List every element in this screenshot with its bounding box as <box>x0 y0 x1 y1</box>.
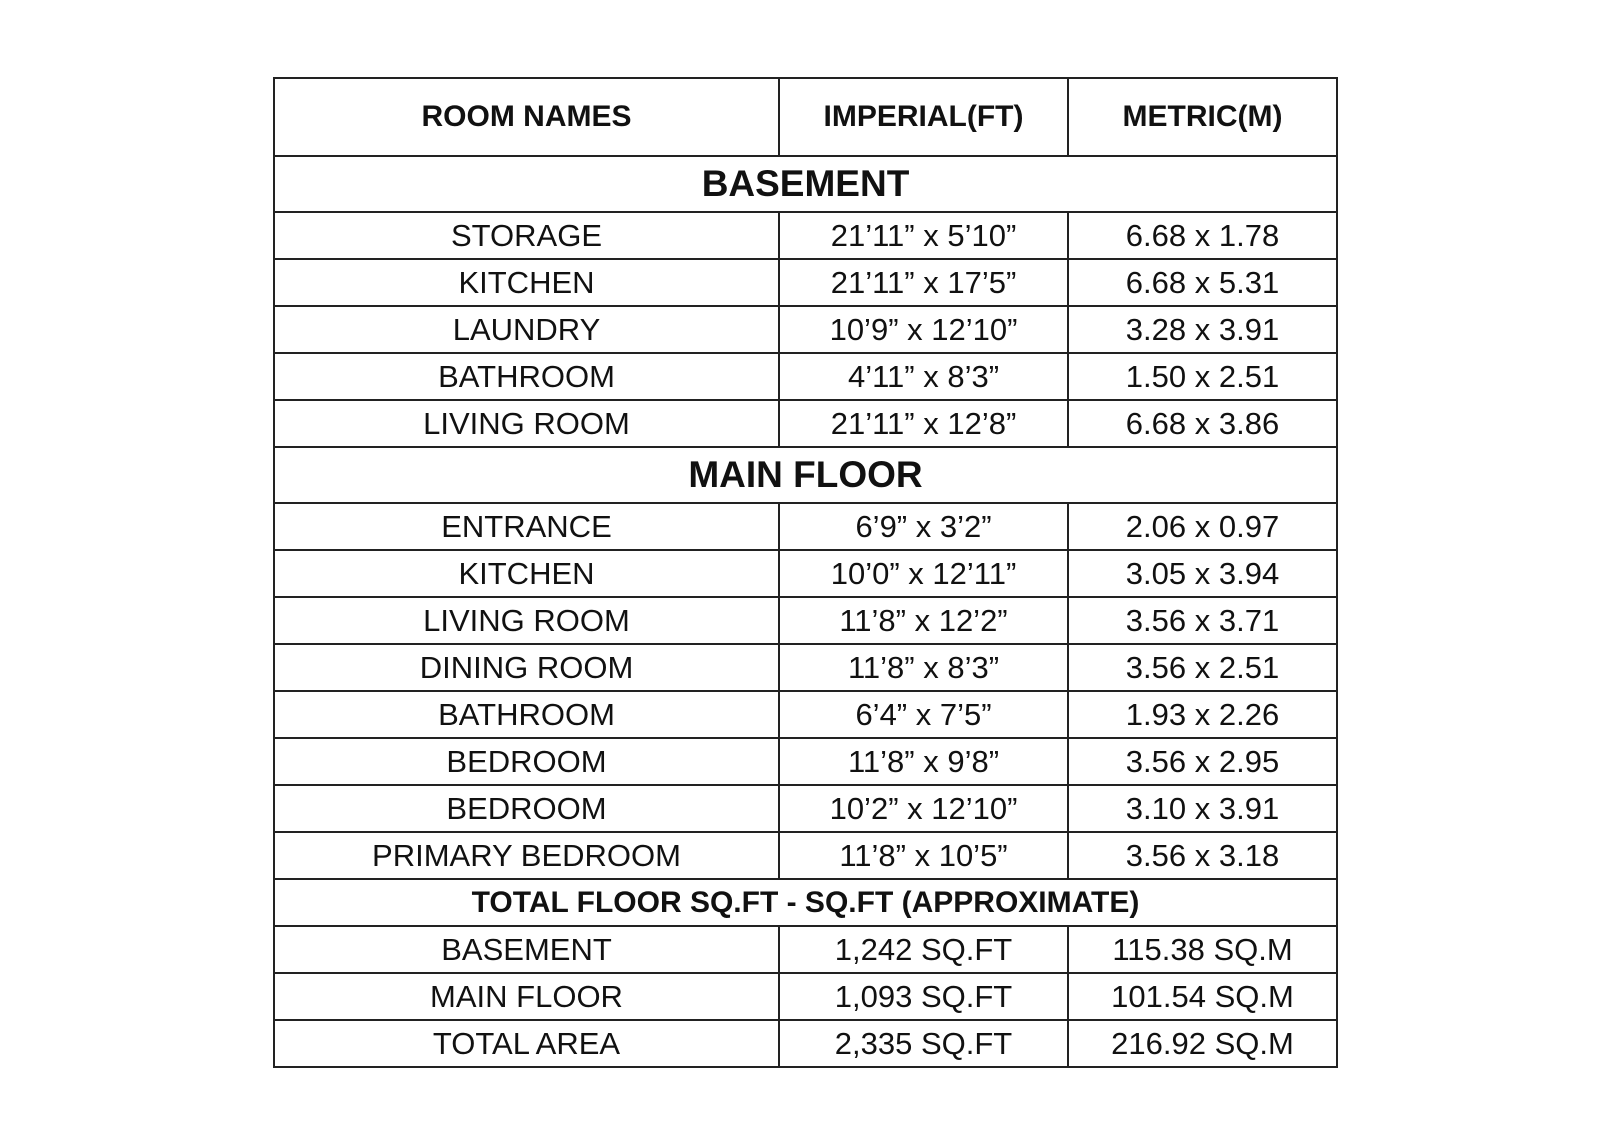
room-name-cell: LIVING ROOM <box>274 400 779 447</box>
table-row <box>274 503 1337 550</box>
table-row <box>274 926 1337 973</box>
table-row <box>274 738 1337 785</box>
imperial-cell: 4’11” x 8’3” <box>779 353 1068 400</box>
room-name-cell: BASEMENT <box>274 926 779 973</box>
table-row <box>274 400 1337 447</box>
table-row <box>274 306 1337 353</box>
section-row <box>274 447 1337 503</box>
section-title: MAIN FLOOR <box>274 447 1337 503</box>
imperial-cell: 10’9” x 12’10” <box>779 306 1068 353</box>
imperial-cell: 21’11” x 12’8” <box>779 400 1068 447</box>
imperial-cell: 11’8” x 10’5” <box>779 832 1068 879</box>
imperial-cell: 11’8” x 9’8” <box>779 738 1068 785</box>
metric-cell: 3.56 x 3.71 <box>1068 597 1337 644</box>
room-name-cell: KITCHEN <box>274 550 779 597</box>
imperial-cell: 11’8” x 8’3” <box>779 644 1068 691</box>
metric-cell: 6.68 x 1.78 <box>1068 212 1337 259</box>
imperial-cell: 10’2” x 12’10” <box>779 785 1068 832</box>
metric-cell: 6.68 x 5.31 <box>1068 259 1337 306</box>
header-imperial: IMPERIAL(FT) <box>779 78 1068 156</box>
room-name-cell: TOTAL AREA <box>274 1020 779 1067</box>
metric-cell: 216.92 SQ.M <box>1068 1020 1337 1067</box>
section-title: BASEMENT <box>274 156 1337 212</box>
room-name-cell: DINING ROOM <box>274 644 779 691</box>
section-row <box>274 156 1337 212</box>
table-row <box>274 597 1337 644</box>
metric-cell: 1.93 x 2.26 <box>1068 691 1337 738</box>
table-row <box>274 259 1337 306</box>
imperial-cell: 6’4” x 7’5” <box>779 691 1068 738</box>
table-row <box>274 353 1337 400</box>
room-name-cell: ENTRANCE <box>274 503 779 550</box>
room-name-cell: BEDROOM <box>274 785 779 832</box>
metric-cell: 3.56 x 2.51 <box>1068 644 1337 691</box>
table-row <box>274 1020 1337 1067</box>
room-dimensions-table <box>273 77 1338 1068</box>
imperial-cell: 10’0” x 12’11” <box>779 550 1068 597</box>
metric-cell: 3.56 x 3.18 <box>1068 832 1337 879</box>
room-name-cell: BATHROOM <box>274 691 779 738</box>
metric-cell: 101.54 SQ.M <box>1068 973 1337 1020</box>
header-row <box>274 78 1337 156</box>
room-name-cell: PRIMARY BEDROOM <box>274 832 779 879</box>
room-name-cell: LAUNDRY <box>274 306 779 353</box>
metric-cell: 3.56 x 2.95 <box>1068 738 1337 785</box>
room-name-cell: LIVING ROOM <box>274 597 779 644</box>
imperial-cell: 1,093 SQ.FT <box>779 973 1068 1020</box>
header-room-names: ROOM NAMES <box>274 78 779 156</box>
totals-title: TOTAL FLOOR SQ.FT - SQ.FT (APPROXIMATE) <box>274 879 1337 926</box>
section-row <box>274 879 1337 926</box>
metric-cell: 3.05 x 3.94 <box>1068 550 1337 597</box>
table-row <box>274 550 1337 597</box>
imperial-cell: 1,242 SQ.FT <box>779 926 1068 973</box>
imperial-cell: 21’11” x 5’10” <box>779 212 1068 259</box>
metric-cell: 3.28 x 3.91 <box>1068 306 1337 353</box>
room-name-cell: BEDROOM <box>274 738 779 785</box>
imperial-cell: 6’9” x 3’2” <box>779 503 1068 550</box>
room-name-cell: BATHROOM <box>274 353 779 400</box>
metric-cell: 2.06 x 0.97 <box>1068 503 1337 550</box>
table-body <box>274 156 1337 1067</box>
imperial-cell: 21’11” x 17’5” <box>779 259 1068 306</box>
metric-cell: 1.50 x 2.51 <box>1068 353 1337 400</box>
table-row <box>274 832 1337 879</box>
imperial-cell: 2,335 SQ.FT <box>779 1020 1068 1067</box>
metric-cell: 115.38 SQ.M <box>1068 926 1337 973</box>
room-name-cell: MAIN FLOOR <box>274 973 779 1020</box>
imperial-cell: 11’8” x 12’2” <box>779 597 1068 644</box>
room-name-cell: KITCHEN <box>274 259 779 306</box>
table-row <box>274 644 1337 691</box>
metric-cell: 6.68 x 3.86 <box>1068 400 1337 447</box>
metric-cell: 3.10 x 3.91 <box>1068 785 1337 832</box>
header-metric: METRIC(M) <box>1068 78 1337 156</box>
table-row <box>274 973 1337 1020</box>
table-row <box>274 785 1337 832</box>
table-row <box>274 212 1337 259</box>
room-name-cell: STORAGE <box>274 212 779 259</box>
table-row <box>274 691 1337 738</box>
